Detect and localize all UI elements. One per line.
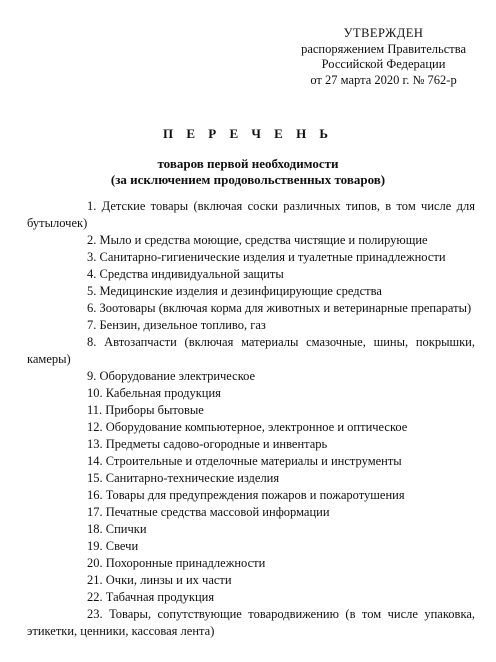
list-item: 13. Предметы садово-огородные и инвентарь — [87, 437, 328, 451]
goods-list — [27, 198, 475, 640]
list-item: 23. Товары, сопутствующие товародвижению (в том числе упаковка, этикетки, ценники, кассовая лента) — [27, 607, 475, 638]
approval-block — [301, 26, 466, 88]
list-item: 20. Похоронные принадлежности — [87, 556, 266, 570]
document-subtitle-1: товаров первой необходимости — [157, 156, 339, 171]
approval-line-3: от 27 марта 2020 г. № 762-р — [310, 72, 457, 87]
list-item: 16. Товары для предупреждения пожаров и пожаротушения — [87, 488, 405, 502]
list-item: 18. Спички — [87, 522, 147, 536]
list-item: 14. Строительные и отделочные материалы и инструменты — [87, 454, 402, 468]
list-item: 15. Санитарно-технические изделия — [87, 471, 280, 485]
list-item: 1. Детские товары (включая соски различных типов, в том числе для бутылочек) — [27, 199, 475, 230]
approval-line-1: распоряжением Правительства — [301, 41, 466, 56]
approval-line-2: Российской Федерации — [321, 57, 446, 71]
list-item: 11. Приборы бытовые — [87, 403, 204, 417]
list-item: 2. Мыло и средства моющие, средства чистящие и полирующие — [87, 233, 428, 247]
document-subtitle-2: (за исключением продовольственных товаров) — [110, 172, 386, 187]
document-heading — [0, 126, 496, 188]
list-item: 21. Очки, линзы и их части — [87, 573, 232, 587]
approval-title: УТВЕРЖДЕН — [343, 26, 424, 40]
list-item: 9. Оборудование электрическое — [87, 369, 256, 383]
list-item: 10. Кабельная продукция — [87, 386, 221, 400]
list-item: 6. Зоотовары (включая корма для животных и ветеринарные препараты) — [87, 301, 472, 315]
list-item: 19. Свечи — [87, 539, 139, 553]
list-item: 5. Медицинские изделия и дезинфицирующие средства — [87, 284, 382, 298]
list-item: 3. Санитарно-гигиенические изделия и туалетные принадлежности — [87, 250, 446, 264]
list-item: 7. Бензин, дизельное топливо, газ — [87, 318, 266, 332]
list-item: 12. Оборудование компьютерное, электронное и оптическое — [87, 420, 408, 434]
list-item: 8. Автозапчасти (включая материалы смазочные, шины, покрышки, камеры) — [27, 335, 475, 366]
document-title: П Е Р Е Ч Е Н Ь — [162, 126, 334, 141]
list-item: 17. Печатные средства массовой информации — [87, 505, 330, 519]
list-item: 4. Средства индивидуальной защиты — [87, 267, 284, 281]
list-item: 22. Табачная продукция — [87, 590, 215, 604]
